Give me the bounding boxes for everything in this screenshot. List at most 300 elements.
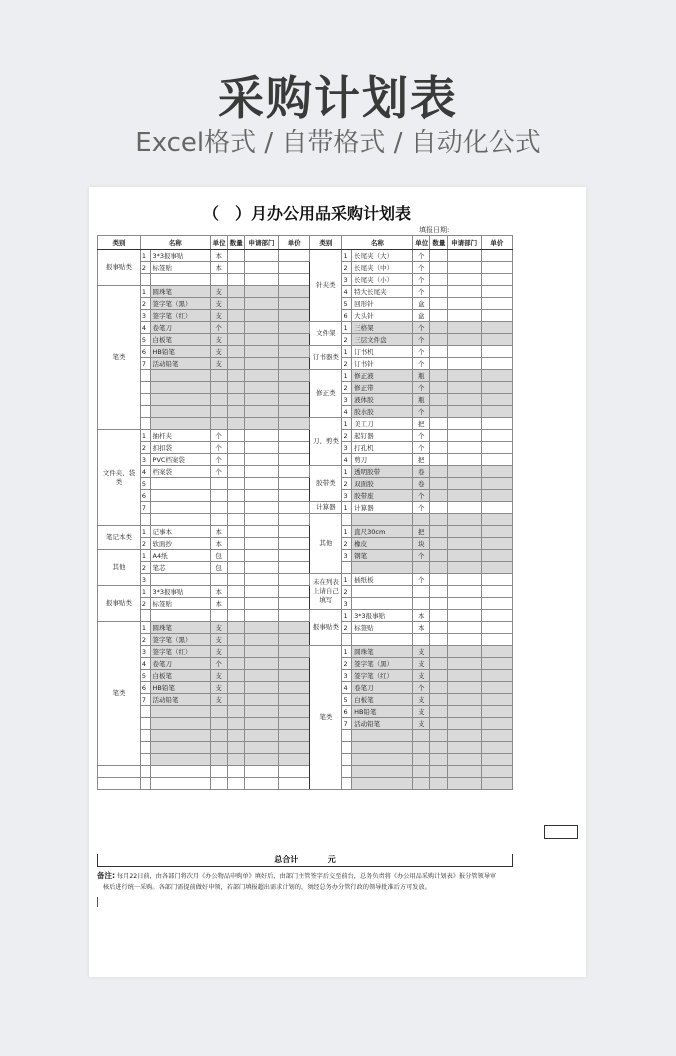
department-cell[interactable] (447, 418, 481, 430)
quantity-cell[interactable] (430, 478, 447, 490)
department-cell[interactable] (447, 730, 481, 742)
department-cell[interactable] (244, 274, 278, 286)
price-cell[interactable] (481, 250, 512, 262)
price-cell[interactable] (279, 670, 310, 682)
quantity-cell[interactable] (430, 322, 447, 334)
quantity-cell[interactable] (430, 526, 447, 538)
quantity-cell[interactable] (227, 550, 244, 562)
price-cell[interactable] (481, 706, 512, 718)
price-cell[interactable] (279, 406, 310, 418)
quantity-cell[interactable] (430, 250, 447, 262)
quantity-cell[interactable] (227, 718, 244, 730)
table-row (98, 394, 513, 406)
item-index: 1 (342, 370, 352, 382)
department-cell[interactable] (447, 430, 481, 442)
price-cell[interactable] (279, 538, 310, 550)
quantity-cell[interactable] (227, 634, 244, 646)
item-unit (210, 754, 227, 766)
price-cell[interactable] (279, 682, 310, 694)
department-cell[interactable] (447, 250, 481, 262)
table-row (98, 574, 513, 586)
department-cell[interactable] (447, 298, 481, 310)
table-row (98, 250, 513, 262)
item-index: 6 (342, 310, 352, 322)
price-cell[interactable] (279, 658, 310, 670)
price-cell[interactable] (481, 778, 512, 790)
quantity-cell[interactable] (227, 514, 244, 526)
department-cell[interactable] (244, 442, 278, 454)
price-cell[interactable] (279, 442, 310, 454)
quantity-cell[interactable] (227, 706, 244, 718)
price-cell[interactable] (279, 490, 310, 502)
department-cell[interactable] (244, 538, 278, 550)
empty-cell (227, 778, 244, 790)
quantity-cell[interactable] (430, 334, 447, 346)
quantity-cell[interactable] (227, 610, 244, 622)
item-name (352, 754, 413, 766)
quantity-cell[interactable] (430, 454, 447, 466)
quantity-cell[interactable] (227, 466, 244, 478)
department-cell[interactable] (447, 658, 481, 670)
department-cell[interactable] (447, 406, 481, 418)
department-cell[interactable] (244, 718, 278, 730)
quantity-cell[interactable] (430, 514, 447, 526)
department-cell[interactable] (447, 454, 481, 466)
department-cell[interactable] (244, 286, 278, 298)
price-cell[interactable] (481, 322, 512, 334)
price-cell[interactable] (481, 538, 512, 550)
department-cell[interactable] (447, 670, 481, 682)
quantity-cell[interactable] (227, 742, 244, 754)
quantity-cell[interactable] (227, 358, 244, 370)
price-cell[interactable] (279, 586, 310, 598)
department-cell[interactable] (244, 574, 278, 586)
department-cell[interactable] (244, 346, 278, 358)
quantity-cell[interactable] (227, 730, 244, 742)
quantity-cell[interactable] (227, 562, 244, 574)
price-cell[interactable] (481, 406, 512, 418)
item-unit: 支 (413, 718, 430, 730)
department-cell[interactable] (244, 526, 278, 538)
quantity-cell[interactable] (227, 538, 244, 550)
item-name: 活动铅笔 (150, 694, 210, 706)
price-cell[interactable] (279, 622, 310, 634)
quantity-cell[interactable] (430, 370, 447, 382)
price-cell[interactable] (481, 502, 512, 514)
quantity-cell[interactable] (430, 718, 447, 730)
department-cell[interactable] (244, 490, 278, 502)
department-cell[interactable] (447, 778, 481, 790)
quantity-cell[interactable] (430, 778, 447, 790)
price-cell[interactable] (481, 682, 512, 694)
department-cell[interactable] (447, 358, 481, 370)
item-unit: 个 (413, 550, 430, 562)
department-cell[interactable] (447, 526, 481, 538)
price-cell[interactable] (279, 502, 310, 514)
price-cell[interactable] (481, 514, 512, 526)
price-cell[interactable] (279, 514, 310, 526)
item-name (150, 742, 210, 754)
price-cell[interactable] (279, 574, 310, 586)
department-cell[interactable] (447, 502, 481, 514)
price-cell[interactable] (481, 382, 512, 394)
price-cell[interactable] (279, 394, 310, 406)
price-cell[interactable] (481, 622, 512, 634)
price-cell[interactable] (279, 706, 310, 718)
quantity-cell[interactable] (227, 274, 244, 286)
quantity-cell[interactable] (227, 490, 244, 502)
department-cell[interactable] (447, 694, 481, 706)
price-cell[interactable] (279, 634, 310, 646)
department-cell[interactable] (244, 610, 278, 622)
department-cell[interactable] (244, 562, 278, 574)
price-cell[interactable] (481, 346, 512, 358)
department-cell[interactable] (244, 694, 278, 706)
item-unit (413, 598, 430, 610)
item-name: 橡皮 (352, 538, 413, 550)
department-cell[interactable] (447, 622, 481, 634)
department-cell[interactable] (244, 598, 278, 610)
price-cell[interactable] (481, 262, 512, 274)
price-cell[interactable] (279, 382, 310, 394)
department-cell[interactable] (447, 466, 481, 478)
department-cell[interactable] (244, 394, 278, 406)
price-cell[interactable] (481, 658, 512, 670)
department-cell[interactable] (244, 478, 278, 490)
department-cell[interactable] (447, 634, 481, 646)
quantity-cell[interactable] (430, 610, 447, 622)
price-cell[interactable] (481, 442, 512, 454)
quantity-cell[interactable] (430, 730, 447, 742)
department-cell[interactable] (447, 718, 481, 730)
price-cell[interactable] (481, 418, 512, 430)
item-unit: 个 (413, 346, 430, 358)
quantity-cell[interactable] (227, 406, 244, 418)
quantity-cell[interactable] (227, 598, 244, 610)
department-cell[interactable] (244, 658, 278, 670)
department-cell[interactable] (447, 706, 481, 718)
header-cell: 类别 (310, 236, 342, 250)
price-cell[interactable] (481, 358, 512, 370)
quantity-cell[interactable] (430, 658, 447, 670)
price-cell[interactable] (481, 634, 512, 646)
price-cell[interactable] (279, 250, 310, 262)
item-unit: 卷 (413, 478, 430, 490)
quantity-cell[interactable] (430, 430, 447, 442)
item-index: 2 (140, 538, 150, 550)
department-cell[interactable] (244, 382, 278, 394)
department-cell[interactable] (447, 514, 481, 526)
department-cell[interactable] (447, 394, 481, 406)
item-unit: 盒 (413, 310, 430, 322)
department-cell[interactable] (447, 562, 481, 574)
quantity-cell[interactable] (430, 346, 447, 358)
quantity-cell[interactable] (430, 382, 447, 394)
quantity-cell[interactable] (430, 574, 447, 586)
price-cell[interactable] (279, 274, 310, 286)
department-cell[interactable] (447, 262, 481, 274)
quantity-cell[interactable] (227, 262, 244, 274)
price-cell[interactable] (481, 742, 512, 754)
table-row (98, 562, 513, 574)
quantity-cell[interactable] (430, 406, 447, 418)
price-cell[interactable] (279, 694, 310, 706)
price-cell[interactable] (279, 610, 310, 622)
quantity-cell[interactable] (430, 466, 447, 478)
quantity-cell[interactable] (430, 598, 447, 610)
price-cell[interactable] (481, 298, 512, 310)
quantity-cell[interactable] (430, 742, 447, 754)
department-cell[interactable] (447, 550, 481, 562)
quantity-cell[interactable] (430, 706, 447, 718)
quantity-cell[interactable] (227, 418, 244, 430)
item-name: 档案袋 (150, 466, 210, 478)
price-cell[interactable] (279, 754, 310, 766)
quantity-cell[interactable] (430, 634, 447, 646)
department-cell[interactable] (244, 334, 278, 346)
price-cell[interactable] (481, 646, 512, 658)
price-cell[interactable] (481, 766, 512, 778)
quantity-cell[interactable] (227, 694, 244, 706)
price-cell[interactable] (481, 454, 512, 466)
department-cell[interactable] (244, 550, 278, 562)
department-cell[interactable] (447, 274, 481, 286)
price-cell[interactable] (481, 370, 512, 382)
department-cell[interactable] (447, 538, 481, 550)
department-cell[interactable] (447, 334, 481, 346)
department-cell[interactable] (447, 682, 481, 694)
price-cell[interactable] (481, 286, 512, 298)
quantity-cell[interactable] (430, 442, 447, 454)
quantity-cell[interactable] (227, 442, 244, 454)
quantity-cell[interactable] (227, 670, 244, 682)
department-cell[interactable] (244, 298, 278, 310)
price-cell[interactable] (481, 478, 512, 490)
item-index: 1 (342, 346, 352, 358)
department-cell[interactable] (447, 586, 481, 598)
price-cell[interactable] (279, 742, 310, 754)
quantity-cell[interactable] (430, 694, 447, 706)
department-cell[interactable] (447, 646, 481, 658)
department-cell[interactable] (447, 766, 481, 778)
price-cell[interactable] (279, 562, 310, 574)
quantity-cell[interactable] (430, 550, 447, 562)
quantity-cell[interactable] (430, 502, 447, 514)
price-cell[interactable] (481, 334, 512, 346)
quantity-cell[interactable] (430, 358, 447, 370)
department-cell[interactable] (244, 682, 278, 694)
quantity-cell[interactable] (430, 490, 447, 502)
quantity-cell[interactable] (430, 262, 447, 274)
price-cell[interactable] (481, 610, 512, 622)
price-cell[interactable] (279, 262, 310, 274)
quantity-cell[interactable] (227, 754, 244, 766)
department-cell[interactable] (244, 454, 278, 466)
quantity-cell[interactable] (430, 310, 447, 322)
price-cell[interactable] (481, 526, 512, 538)
quantity-cell[interactable] (227, 454, 244, 466)
quantity-cell[interactable] (430, 622, 447, 634)
item-name: 修正带 (352, 382, 413, 394)
department-cell[interactable] (244, 322, 278, 334)
price-cell[interactable] (279, 550, 310, 562)
quantity-cell[interactable] (430, 298, 447, 310)
price-cell[interactable] (279, 370, 310, 382)
department-cell[interactable] (244, 418, 278, 430)
item-unit: 个 (413, 286, 430, 298)
department-cell[interactable] (244, 622, 278, 634)
department-cell[interactable] (447, 754, 481, 766)
department-cell[interactable] (244, 706, 278, 718)
quantity-cell[interactable] (227, 682, 244, 694)
price-cell[interactable] (279, 310, 310, 322)
quantity-cell[interactable] (227, 334, 244, 346)
department-cell[interactable] (447, 310, 481, 322)
price-cell[interactable] (279, 322, 310, 334)
price-cell[interactable] (481, 394, 512, 406)
department-cell[interactable] (447, 598, 481, 610)
price-cell[interactable] (279, 430, 310, 442)
department-cell[interactable] (447, 742, 481, 754)
price-cell[interactable] (481, 586, 512, 598)
department-cell[interactable] (244, 310, 278, 322)
department-cell[interactable] (244, 502, 278, 514)
price-cell[interactable] (279, 298, 310, 310)
item-name (150, 610, 210, 622)
price-cell[interactable] (481, 562, 512, 574)
department-cell[interactable] (244, 742, 278, 754)
quantity-cell[interactable] (227, 502, 244, 514)
quantity-cell[interactable] (430, 754, 447, 766)
quantity-cell[interactable] (227, 574, 244, 586)
item-name: 修正液 (352, 370, 413, 382)
quantity-cell[interactable] (227, 394, 244, 406)
department-cell[interactable] (244, 358, 278, 370)
price-cell[interactable] (279, 346, 310, 358)
item-index: 4 (342, 286, 352, 298)
price-cell[interactable] (279, 454, 310, 466)
department-cell[interactable] (447, 382, 481, 394)
header-cell: 名称 (342, 236, 413, 250)
quantity-cell[interactable] (430, 418, 447, 430)
quantity-cell[interactable] (227, 346, 244, 358)
price-cell[interactable] (481, 670, 512, 682)
department-cell[interactable] (244, 262, 278, 274)
price-cell[interactable] (481, 598, 512, 610)
item-unit (210, 742, 227, 754)
floating-cell-box (544, 825, 578, 839)
price-cell[interactable] (279, 478, 310, 490)
department-cell[interactable] (244, 466, 278, 478)
item-index: 3 (140, 574, 150, 586)
quantity-cell[interactable] (430, 586, 447, 598)
quantity-cell[interactable] (227, 322, 244, 334)
quantity-cell[interactable] (227, 526, 244, 538)
quantity-cell[interactable] (227, 250, 244, 262)
quantity-cell[interactable] (227, 622, 244, 634)
quantity-cell[interactable] (430, 646, 447, 658)
quantity-cell[interactable] (430, 682, 447, 694)
department-cell[interactable] (447, 478, 481, 490)
price-cell[interactable] (279, 598, 310, 610)
department-cell[interactable] (244, 406, 278, 418)
department-cell[interactable] (447, 286, 481, 298)
price-cell[interactable] (279, 466, 310, 478)
quantity-cell[interactable] (430, 562, 447, 574)
quantity-cell[interactable] (227, 658, 244, 670)
department-cell[interactable] (447, 322, 481, 334)
price-cell[interactable] (279, 418, 310, 430)
department-cell[interactable] (244, 586, 278, 598)
department-cell[interactable] (447, 346, 481, 358)
price-cell[interactable] (279, 646, 310, 658)
price-cell[interactable] (481, 490, 512, 502)
quantity-cell[interactable] (430, 286, 447, 298)
price-cell[interactable] (481, 310, 512, 322)
price-cell[interactable] (481, 274, 512, 286)
header-cell: 单位 (210, 236, 227, 250)
department-cell[interactable] (244, 670, 278, 682)
price-cell[interactable] (481, 550, 512, 562)
price-cell[interactable] (279, 286, 310, 298)
quantity-cell[interactable] (227, 298, 244, 310)
fill-date-label: 填报日期: (419, 226, 450, 234)
department-cell[interactable] (244, 370, 278, 382)
department-cell[interactable] (244, 634, 278, 646)
quantity-cell[interactable] (227, 646, 244, 658)
department-cell[interactable] (244, 250, 278, 262)
price-cell[interactable] (481, 754, 512, 766)
quantity-cell[interactable] (227, 430, 244, 442)
quantity-cell[interactable] (227, 478, 244, 490)
quantity-cell[interactable] (430, 538, 447, 550)
price-cell[interactable] (279, 730, 310, 742)
item-index: 5 (140, 670, 150, 682)
department-cell[interactable] (447, 490, 481, 502)
price-cell[interactable] (481, 718, 512, 730)
category-cell: 文件夹、袋类 (98, 430, 141, 526)
price-cell[interactable] (481, 730, 512, 742)
price-cell[interactable] (481, 430, 512, 442)
price-cell[interactable] (279, 358, 310, 370)
price-cell[interactable] (279, 526, 310, 538)
quantity-cell[interactable] (430, 766, 447, 778)
price-cell[interactable] (279, 334, 310, 346)
department-cell[interactable] (447, 610, 481, 622)
department-cell[interactable] (244, 730, 278, 742)
price-cell[interactable] (481, 574, 512, 586)
department-cell[interactable] (244, 754, 278, 766)
price-cell[interactable] (279, 718, 310, 730)
department-cell[interactable] (447, 370, 481, 382)
department-cell[interactable] (447, 574, 481, 586)
price-cell[interactable] (481, 694, 512, 706)
quantity-cell[interactable] (227, 586, 244, 598)
quantity-cell[interactable] (430, 670, 447, 682)
quantity-cell[interactable] (227, 286, 244, 298)
quantity-cell[interactable] (227, 370, 244, 382)
department-cell[interactable] (244, 646, 278, 658)
price-cell[interactable] (481, 466, 512, 478)
department-cell[interactable] (447, 442, 481, 454)
quantity-cell[interactable] (227, 382, 244, 394)
item-name: 插纸板 (352, 574, 413, 586)
quantity-cell[interactable] (430, 274, 447, 286)
quantity-cell[interactable] (430, 394, 447, 406)
department-cell[interactable] (244, 514, 278, 526)
quantity-cell[interactable] (227, 310, 244, 322)
department-cell[interactable] (244, 430, 278, 442)
